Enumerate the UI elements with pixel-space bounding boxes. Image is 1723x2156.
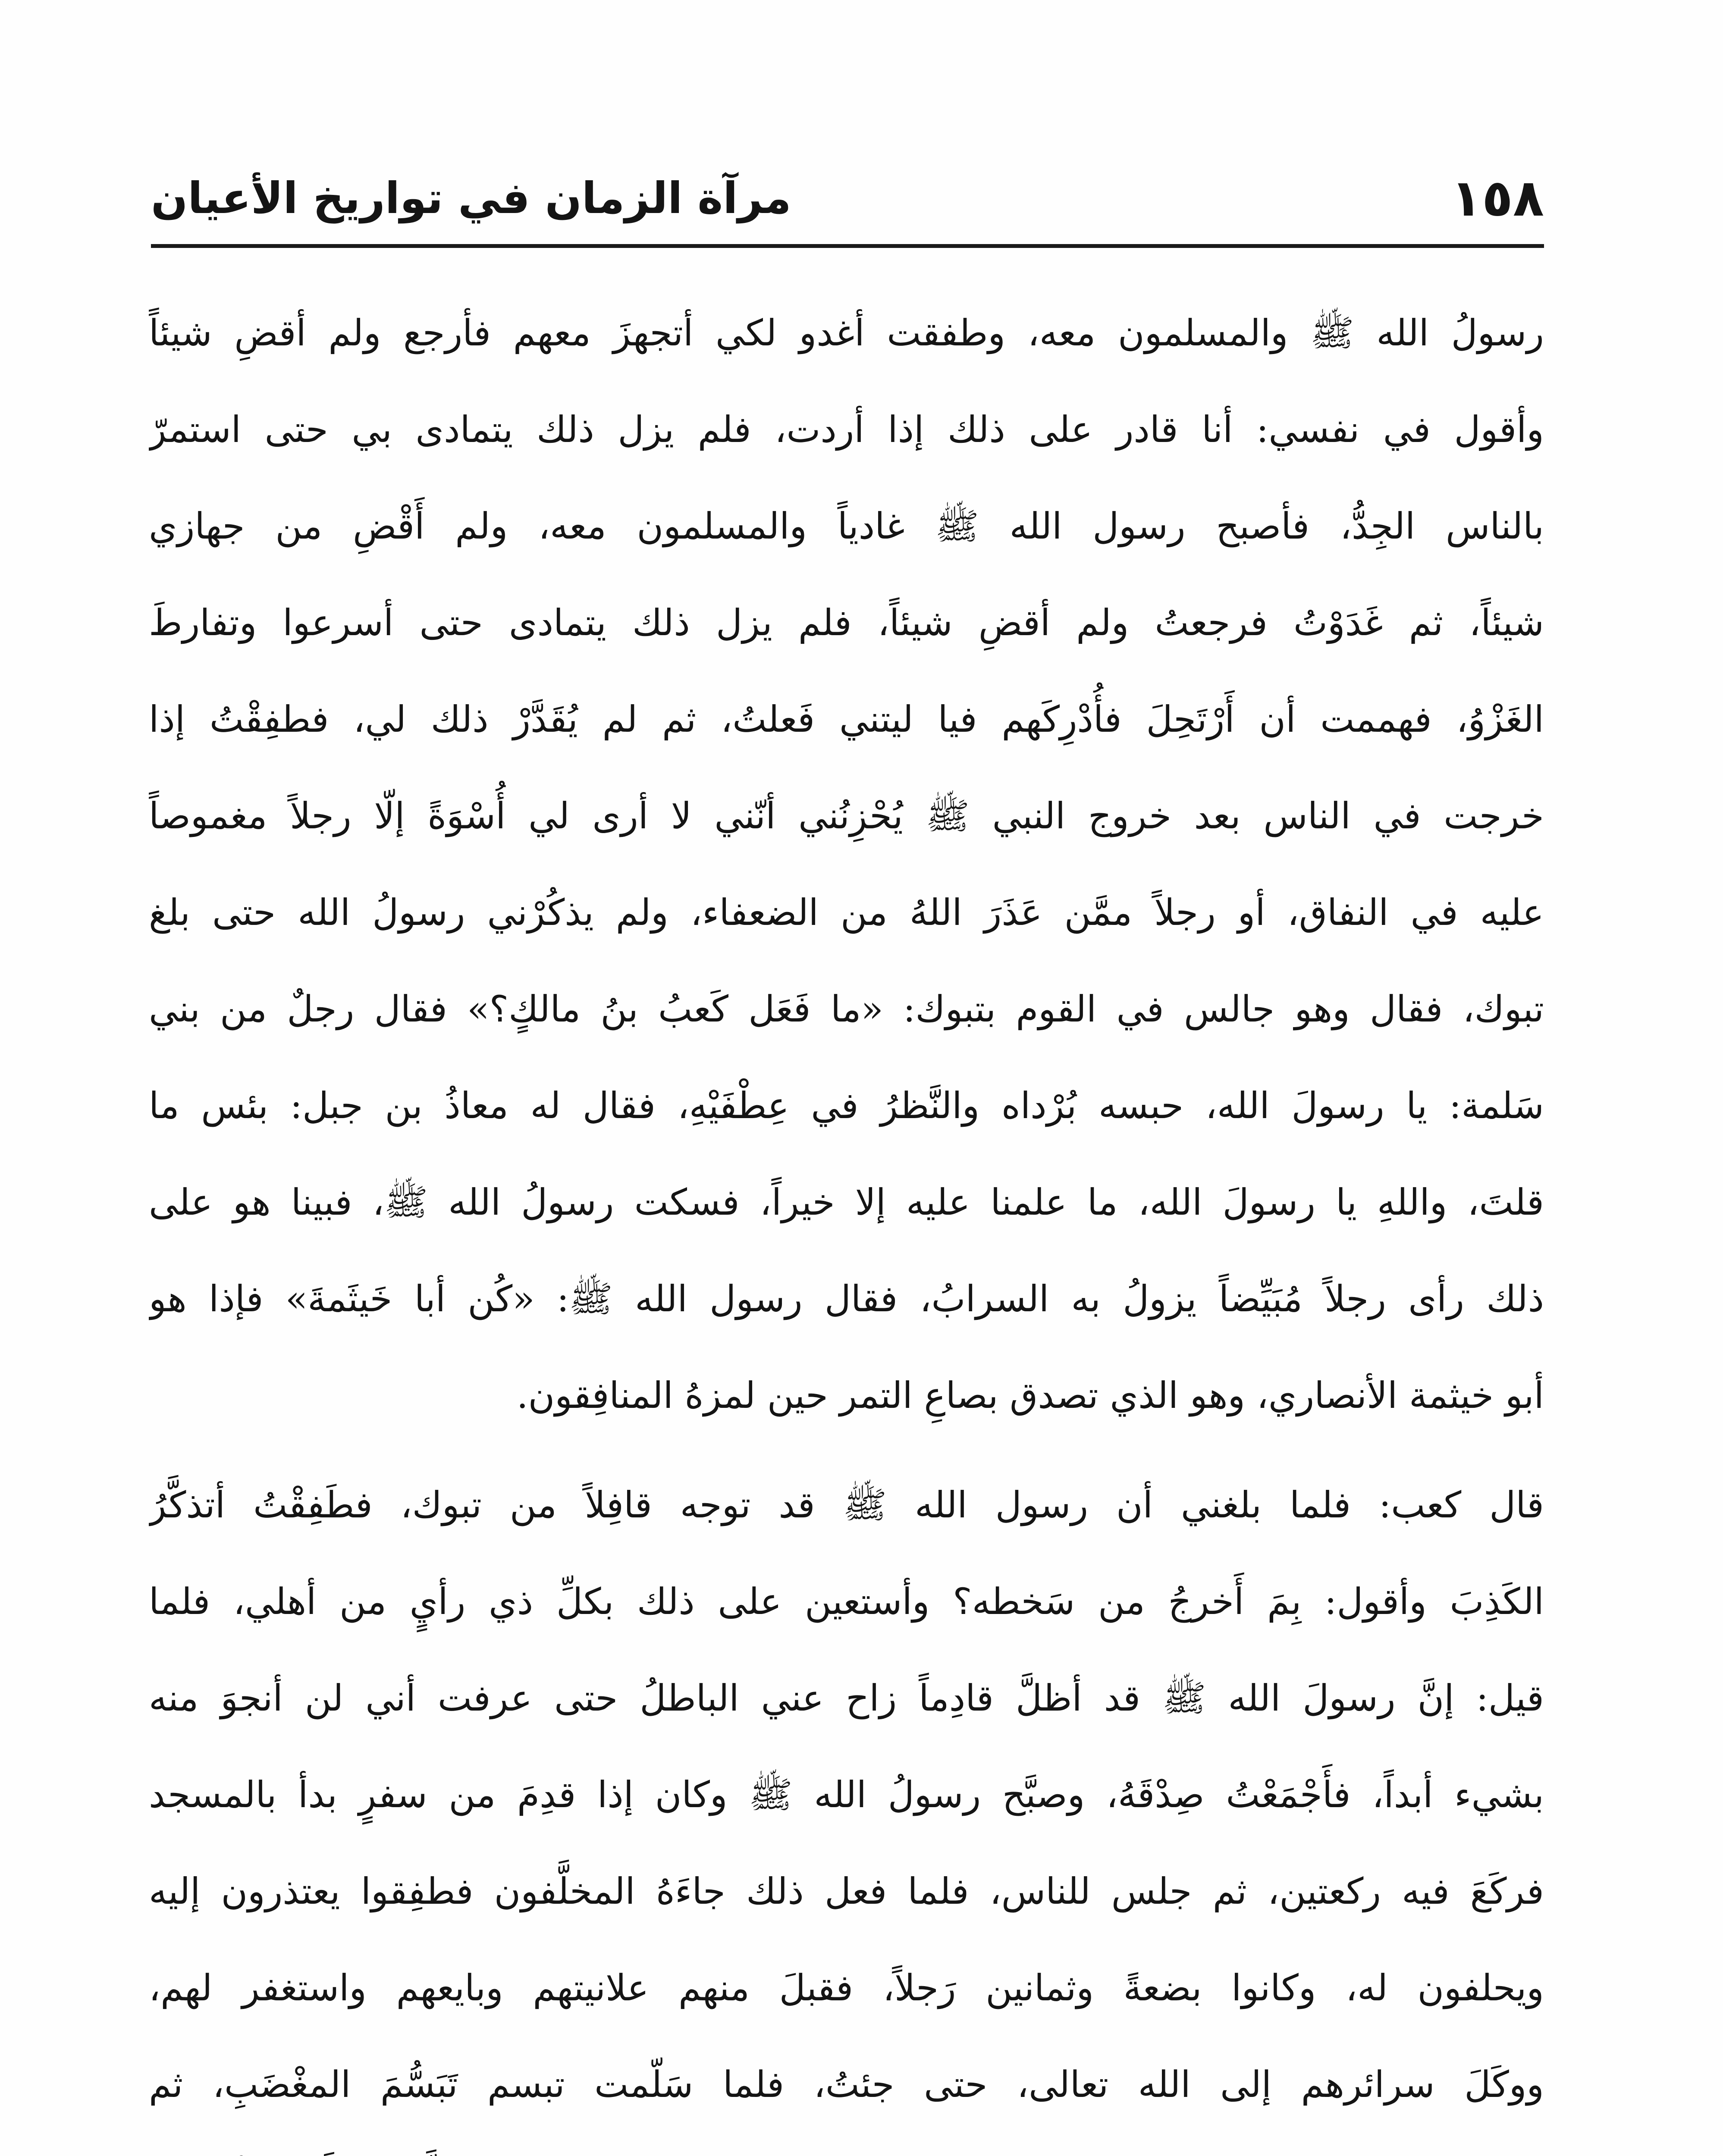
page-number: ١٥٨ (1450, 168, 1544, 228)
text-line: شيئاً، ثم غَدَوْتُ فرجعتُ ولم أقضِ شيئاً، فلم يزل ذلك يتمادى حتى أسرعوا وتفارطَ (149, 602, 1544, 644)
header-divider (151, 244, 1544, 248)
text-line: بالناس الجِدُّ، فأصبح رسول الله ﷺ غادياً والمسلمون معه، ولم أَقْضِ من جهازي (149, 505, 1544, 547)
text-line: قيل: إنَّ رسولَ الله ﷺ قد أظلَّ قادِماً زاح عني الباطلُ حتى عرفت أني لن أنجوَ منه (149, 1677, 1544, 1719)
text-line: خرجت في الناس بعد خروج النبي ﷺ يُحْزِنُني أنّني لا أرى لي أُسْوَةً إلّا رجلاً مغموصاً (149, 795, 1544, 837)
text-line: بشيء أبداً، فأَجْمَعْتُ صِدْقَهُ، وصبَّح رسولُ الله ﷺ وكان إذا قدِمَ من سفرٍ بدأ بالمسجد (149, 1774, 1544, 1816)
text-line: قال كعب: فلما بلغني أن رسول الله ﷺ قد توجه قافِلاً من تبوك، فطَفِقْتُ أتذكَّرُ (149, 1484, 1544, 1526)
running-header (151, 155, 1544, 241)
text-line: الكَذِبَ وأقول: بِمَ أَخرجُ من سَخطه؟ وأستعين على ذلك بكلِّ ذي رأيٍ من أهلي، فلما (149, 1580, 1544, 1623)
text-line (149, 2133, 1544, 2156)
text-line: وأقول في نفسي: أنا قادر على ذلك إذا أردت، فلم يزل ذلك يتمادى بي حتى استمرّ (149, 408, 1544, 451)
text-line: عليه في النفاق، أو رجلاً ممَّن عَذَرَ اللهُ من الضعفاء، ولم يذكُرْني رسولُ الله حتى بلغ (149, 891, 1544, 934)
text-line: ذلك رأى رجلاً مُبَيِّضاً يزولُ به السرابُ، فقال رسول الله ﷺ: «كُن أبا خَيثَمةَ» فإذا هو (149, 1278, 1544, 1320)
text-line: رسولُ الله ﷺ والمسلمون معه، وطفقت أغدو لكي أتجهزَ معهم فأرجع ولم أقضِ شيئاً (149, 312, 1544, 354)
text-line: الغَزْوُ، فهممت أن أَرْتَحِلَ فأُدْرِكَهم فيا ليتني فَعلتُ، ثم لم يُقَدَّرْ ذلك لي، فطفِقْتُ إذا (149, 698, 1544, 740)
text-line: أبو خيثمة الأنصاري، وهو الذي تصدق بصاعِ التمر حين لمزهُ المنافِقون. (516, 1374, 1544, 1416)
text-line: سَلمة: يا رسولَ الله، حبسه بُرْداه والنَّظرُ في عِطْفَيْهِ، فقال له معاذُ بن جبل: بئس ما (149, 1084, 1544, 1127)
body-text (149, 285, 1544, 2156)
paragraph-2 (149, 1457, 1544, 2156)
paragraph-gap (149, 1444, 1544, 1457)
text-line: فركَعَ فيه ركعتين، ثم جلس للناس، فلما فعل ذلك جاءَهُ المخلَّفون فطفِقوا يعتذرون إليه (149, 1870, 1544, 1912)
text-line: تبوك، فقال وهو جالس في القوم بتبوك: «ما فَعَل كَعبُ بنُ مالكٍ؟» فقال رجلٌ من بني (149, 988, 1544, 1030)
text-line: قلتَ، واللهِ يا رسولَ الله، ما علمنا عليه إلا خيراً، فسكت رسولُ الله ﷺ، فبينا هو على (149, 1181, 1544, 1223)
text-line: ووكَلَ سرائرهم إلى الله تعالى، حتى جئتُ، فلما سَلّمت تبسم تَبَسُّمَ المغْضَبِ، ثم (149, 2063, 1544, 2106)
paragraph-1 (149, 285, 1544, 1444)
text-line: ويحلفون له، وكانوا بضعةً وثمانين رَجلاً، فقبلَ منهم علانيتهم وبايعهم واستغفر لهم، (149, 1967, 1544, 2009)
book-title: مرآة الزمان في تواريخ الأعيان (151, 173, 791, 223)
